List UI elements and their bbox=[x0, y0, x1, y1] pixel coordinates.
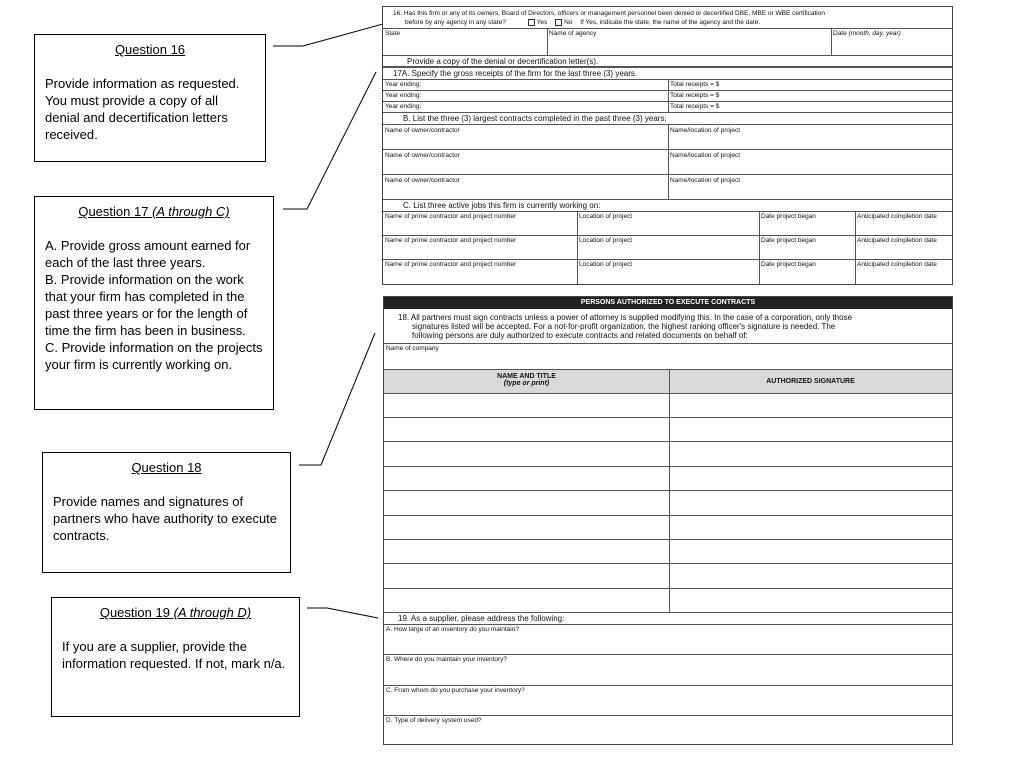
q17c-col1-r3: Name of prime contractor and project number bbox=[385, 261, 517, 268]
q16-no-label: No bbox=[564, 19, 573, 27]
q16-state-label: State bbox=[385, 30, 401, 37]
callout-title-text: Question 19 bbox=[99, 605, 170, 620]
q18-row-7[interactable] bbox=[384, 563, 952, 564]
form-section-18-19 bbox=[383, 296, 953, 745]
q18-row-6[interactable] bbox=[384, 539, 952, 540]
callout-title bbox=[62, 604, 289, 621]
q18-row-4[interactable] bbox=[384, 490, 952, 491]
q16-question-text: before by any agency in any state? bbox=[405, 19, 506, 27]
q17b-project-1: Name/location of project bbox=[670, 127, 741, 134]
connector-q18 bbox=[299, 333, 375, 465]
callout-line-c: C. Provide information on the projects your firm is currently working on. bbox=[45, 340, 263, 372]
callout-question-17 bbox=[34, 196, 274, 410]
q16-date-label bbox=[833, 30, 901, 37]
q17c-col2-r1: Location of project bbox=[579, 213, 633, 220]
connector-q17 bbox=[283, 72, 376, 209]
q16-yes-label: Yes bbox=[536, 19, 548, 27]
q18-row-8[interactable] bbox=[384, 588, 952, 589]
q18-text-line2: signatures listed will be accepted. For a not-for-profit organization, the highest ranking officer's signature is needed. The bbox=[412, 322, 836, 331]
q18-col-name bbox=[384, 373, 669, 387]
q19-b-label: B. Where do you maintain your inventory? bbox=[386, 656, 508, 663]
callout-title: Question 16 bbox=[114, 42, 186, 57]
q17c-col1-r1: Name of prime contractor and project number bbox=[385, 213, 517, 220]
q17b-owner-1: Name of owner/contractor bbox=[385, 127, 460, 134]
q16-question-line1: 16. Has this firm or any of its owners, Board of Directors, officers or management personnel been denied or decertified DBE, MBE or WBE certification bbox=[393, 10, 825, 17]
q18-company-label: Name of company bbox=[386, 345, 439, 352]
q19-a-label: A. How large of an inventory do you maintain? bbox=[386, 626, 519, 633]
q17c-col4-r3: Anticipated completion date bbox=[857, 261, 937, 268]
q17c-col3-r2: Date project began bbox=[761, 237, 816, 244]
q17c-col3-r1: Date project began bbox=[761, 213, 816, 220]
q17b-owner-3: Name of owner/contractor bbox=[385, 177, 460, 184]
callout-question-19 bbox=[51, 597, 300, 717]
q17b-project-2: Name/location of project bbox=[670, 152, 741, 159]
callout-question-16 bbox=[34, 34, 266, 162]
q18-col-name-text: NAME AND TITLE bbox=[497, 373, 556, 380]
q16-agency-label: Name of agency bbox=[549, 30, 597, 37]
callout-line-b: B. Provide information on the work that your firm has completed in the past three years or for the length of time the firm has been in business. bbox=[45, 272, 248, 338]
callout-body: Provide information as requested. You must provide a copy of all denial and decertification letters received. bbox=[45, 76, 240, 142]
connector-q19 bbox=[307, 608, 378, 618]
callout-question-18 bbox=[42, 452, 291, 573]
q16-no-checkbox[interactable] bbox=[555, 19, 562, 26]
form-section-16-17 bbox=[382, 6, 953, 285]
q16-question-line2 bbox=[405, 19, 760, 26]
q17b-owner-2: Name of owner/contractor bbox=[385, 152, 460, 159]
q17a-receipts-2: Total receipts = $ bbox=[670, 92, 720, 99]
q18-row-1[interactable] bbox=[384, 417, 952, 418]
callout-title-suffix: (A through D) bbox=[173, 605, 252, 620]
q18-row-5[interactable] bbox=[384, 515, 952, 516]
q16-date-format: (month, day, year) bbox=[848, 30, 901, 37]
q19-c-label: C. From whom do you purchase your inventory? bbox=[386, 687, 525, 694]
q19-d-label: D. Type of delivery system used? bbox=[386, 717, 482, 724]
q17a-receipts-3: Total receipts = $ bbox=[670, 103, 720, 110]
q16-yes-checkbox[interactable] bbox=[528, 19, 535, 26]
q17c-header: C. List three active jobs this firm is currently working on: bbox=[403, 201, 601, 210]
q18-banner: PERSONS AUTHORIZED TO EXECUTE CONTRACTS bbox=[384, 297, 952, 309]
q17c-col1-r2: Name of prime contractor and project number bbox=[385, 237, 517, 244]
q16-copy-note: Provide a copy of the denial or decertification letter(s). bbox=[407, 57, 599, 66]
q16-if-yes-text: If Yes, indicate the state, the name of the agency and the date. bbox=[580, 19, 761, 27]
q18-row-3[interactable] bbox=[384, 466, 952, 467]
q17a-receipts-1: Total receipts = $ bbox=[670, 81, 720, 88]
callout-body: Provide names and signatures of partners who have authority to execute contracts. bbox=[53, 494, 278, 543]
q17c-col4-r1: Anticipated completion date bbox=[857, 213, 937, 220]
q18-col-sig: AUTHORIZED SIGNATURE bbox=[766, 378, 855, 385]
q17a-year-1: Year ending: bbox=[385, 81, 422, 88]
q17b-project-3: Name/location of project bbox=[670, 177, 741, 184]
q18-text-line1: 18. All partners must sign contracts unless a power of attorney is supplied modifying this. In the case of a corporation, only those bbox=[398, 313, 853, 322]
q18-col-name-sub: (type or print) bbox=[503, 380, 550, 387]
callout-title-text: Question 17 bbox=[78, 204, 149, 219]
connector-q16 bbox=[273, 24, 383, 46]
q17a-header: 17A. Specify the gross receipts of the firm for the last three (3) years. bbox=[393, 69, 638, 78]
q17c-col2-r2: Location of project bbox=[579, 237, 633, 244]
q17c-col4-r2: Anticipated completion date bbox=[857, 237, 937, 244]
q18-text-line3: following persons are duly authorized to execute contracts and related documents on behalf of: bbox=[412, 331, 748, 340]
callout-title: Question 18 bbox=[131, 460, 202, 475]
q17b-header: B. List the three (3) largest contracts completed in the past three (3) years: bbox=[403, 114, 667, 123]
callout-title-suffix: (A through C) bbox=[152, 204, 230, 219]
callout-title bbox=[45, 203, 263, 220]
q19-header: 19. As a supplier, please address the following: bbox=[398, 614, 565, 623]
q17a-year-2: Year ending: bbox=[385, 92, 422, 99]
q18-row-2[interactable] bbox=[384, 441, 952, 442]
q17a-year-3: Year ending: bbox=[385, 103, 422, 110]
callout-body: If you are a supplier, provide the information requested. If not, mark n/a. bbox=[62, 639, 286, 671]
q16-date-text: Date bbox=[833, 30, 847, 37]
callout-line-a: A. Provide gross amount earned for each of the last three years. bbox=[45, 238, 251, 270]
q17c-col2-r3: Location of project bbox=[579, 261, 633, 268]
q17c-col3-r3: Date project began bbox=[761, 261, 816, 268]
